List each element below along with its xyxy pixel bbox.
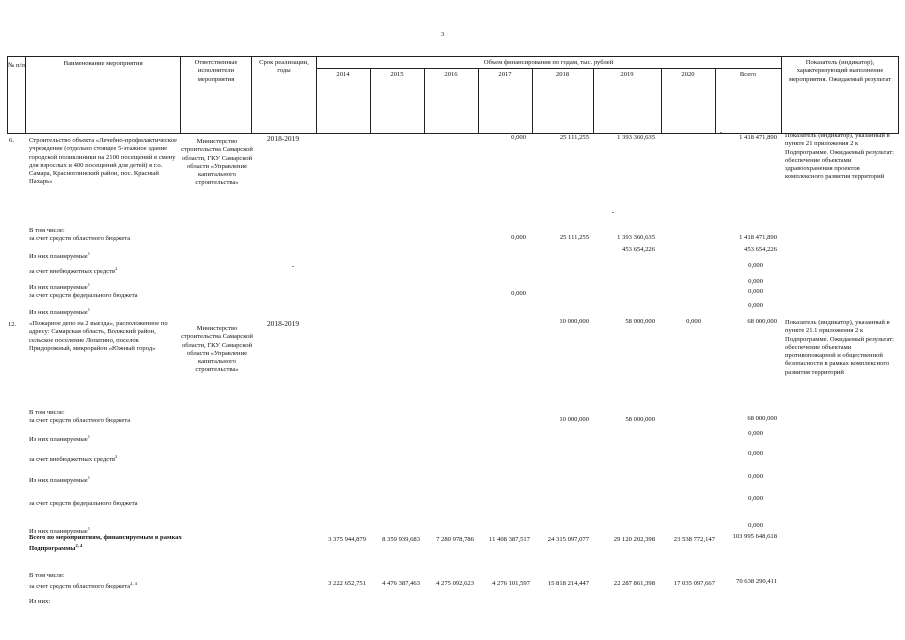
row6-num: 6. [9, 137, 14, 144]
totals-incl: В том числе: [29, 572, 65, 579]
row12-regional-total: 68 000,000 [747, 415, 777, 422]
row6-planned-1-2019: 453 654,226 [622, 246, 655, 253]
row6-federal-2017: 0,000 [511, 290, 526, 297]
totals-regional: за счет средств областного бюджета$^{2, 4}$ [29, 581, 137, 591]
row12-extrabudget-total: 0,000 [748, 450, 763, 457]
totals-regional-2018: 15 818 214,447 [547, 580, 589, 587]
row6-federal-total: 0,000 [748, 288, 763, 295]
row12-term: 2018-2019 [266, 319, 300, 328]
row12-indicator: Показатель (индикатор), указанный в пункте 21.1 приложения 2 к Подпрограмме. Ожидаемый результат: обеспечение объектами противопожарной и общественной безопасности в рамках комплексного развития территорий [785, 319, 894, 376]
header-volume: Объем финансирования по годам, тыс. рублей [483, 59, 614, 66]
row6-planned-1-total: 453 654,226 [744, 246, 777, 253]
header-total: Всего [739, 71, 757, 78]
row6-federal: за счет средств федерального бюджета [29, 292, 138, 299]
row12-planned-2-total: 0,000 [748, 473, 763, 480]
row12-federal: за счет средств федерального бюджета [29, 500, 138, 507]
totals-2014: 3 375 944,879 [328, 536, 366, 543]
totals-2020: 23 538 772,147 [673, 536, 715, 543]
row12-planned-3-total: 0,000 [748, 522, 763, 529]
row6-regional: за счет средств областного бюджета [29, 235, 131, 242]
row6-extrabudget-total: 0,000 [748, 262, 763, 269]
row6-regional-2019: 1 393 360,635 [617, 234, 655, 241]
row6-regional-2017: 0,000 [511, 234, 526, 241]
totals-2015: 8 359 939,683 [382, 536, 420, 543]
header-executors: Ответственные исполнители мероприятия [194, 59, 238, 83]
row12-federal-total: 0,000 [748, 495, 763, 502]
row12-2018: 10 000,000 [559, 318, 589, 325]
row6-indicator: Показатель (индикатор), указанный в пункте 21 приложения 2 к Подпрограмме. Ожидаемый результат: обеспечение объектами здравоохранения проектов комплексного развития территорий [785, 132, 894, 181]
totals-2017: 11 408 387,517 [489, 536, 530, 543]
totals-regional-total: 70 638 290,411 [736, 578, 777, 585]
row12-total: 68 000,000 [747, 318, 777, 325]
row12-planned-2: Из них планируемые$^1$ [29, 475, 90, 485]
row6-term: 2018-2019 [266, 134, 300, 143]
totals-total: 103 995 648,618 [732, 533, 777, 540]
row6-regional-total: 1 418 471,890 [739, 234, 777, 241]
row6-regional-2018: 25 111,255 [559, 234, 589, 241]
row12-incl: В том числе: [29, 409, 65, 416]
totals-regional-2019: 22 287 861,398 [613, 580, 655, 587]
row12-name: «Пожарное депо на 2 выезда», расположенное по адресу: Самарская область, Волжский район, сельское поселение Лопатино, поселок Придорожный, микрорайон «Южный город» [29, 320, 168, 352]
header-name: Наименование мероприятия [63, 60, 143, 67]
row6-extrabudget: за счет внебюджетных средств$^2$ [29, 266, 118, 276]
totals-regional-2020: 17 035 097,667 [673, 580, 715, 587]
row12-regional-2019: 58 000,000 [625, 416, 655, 423]
page-number: 3 [441, 31, 445, 38]
row6-2019: 1 393 360,635 [617, 134, 655, 141]
totals-regional-2015: 4 476 387,463 [382, 580, 420, 587]
row12-extrabudget: за счет внебюджетных средств$^2$ [29, 454, 118, 464]
header-year-2014: 2014 [336, 71, 350, 78]
row12-planned-1-total: 0,000 [748, 430, 763, 437]
row12-planned-1: Из них планируемые$^1$ [29, 434, 90, 444]
row6-incl: В том числе: [29, 227, 65, 234]
header-term: Срок реализации, годы [259, 59, 309, 75]
row6-planned-3: Из них планируемые$^1$ [29, 307, 90, 317]
row12-2020: 0,000 [686, 318, 701, 325]
header-indicator: Показатель (индикатор), характеризующий выполнение мероприятия. Ожидаемый результат [788, 59, 892, 83]
header-year-2015: 2015 [390, 71, 404, 78]
row12-planned-3: Из них планируемые$^1$ [29, 526, 90, 536]
row6-planned-3-total: 0,000 [748, 302, 763, 309]
row12-regional-2018: 10 000,000 [559, 416, 589, 423]
row12-regional: за счет средств областного бюджета [29, 417, 131, 424]
totals-regional-2016: 4 275 092,623 [436, 580, 474, 587]
row6-2017: 0,000 [511, 134, 526, 141]
row6-name: Строительство объекта «Лечебно-профилактическое учреждение (отдельно стоящее 5-этажное здание городской поликлиники на 2100 посещений в смену для взрослых и 400 посещений для детей) в г.о. Самара, Красноглинский район, пос. Красный Пахарь» [29, 137, 178, 186]
totals-2018: 24 315 097,077 [547, 536, 589, 543]
row6-executor: Министерство строительства Самарской области, ГКУ Самарской области «Управление капитального строительства» [181, 138, 253, 187]
totals-label: Всего по мероприятиям, финансируемым в рамках Подпрограммы$^{2, 4}$ [29, 534, 182, 553]
header-year-2019: 2019 [620, 71, 634, 78]
row6-planned-2-total: 0,000 [748, 278, 763, 285]
totals-2019: 29 120 202,398 [613, 536, 655, 543]
totals-regional-2017: 4 276 101,597 [492, 580, 530, 587]
header-year-2016: 2016 [444, 71, 458, 78]
row6-2018: 25 111,255 [559, 134, 589, 141]
totals-of-them: Из них: [29, 598, 51, 605]
row6-total: 1 418 471,890 [739, 134, 777, 141]
row12-num: 12. [8, 321, 17, 328]
row12-2019: 58 000,000 [625, 318, 655, 325]
totals-regional-2014: 3 222 652,751 [328, 580, 366, 587]
header-year-2017: 2017 [498, 71, 512, 78]
header-year-2018: 2018 [555, 71, 570, 78]
header-num: № п/п [8, 62, 25, 69]
row12-executor: Министерство строительства Самарской области, ГКУ Самарской области «Управление капитального строительства» [181, 325, 253, 374]
totals-2016: 7 280 978,786 [436, 536, 474, 543]
row6-planned-1: Из них планируемые$^1$ [29, 251, 90, 261]
header-year-2020: 2020 [681, 71, 695, 78]
row6-planned-2: Из них планируемые$^1$ [29, 282, 90, 292]
